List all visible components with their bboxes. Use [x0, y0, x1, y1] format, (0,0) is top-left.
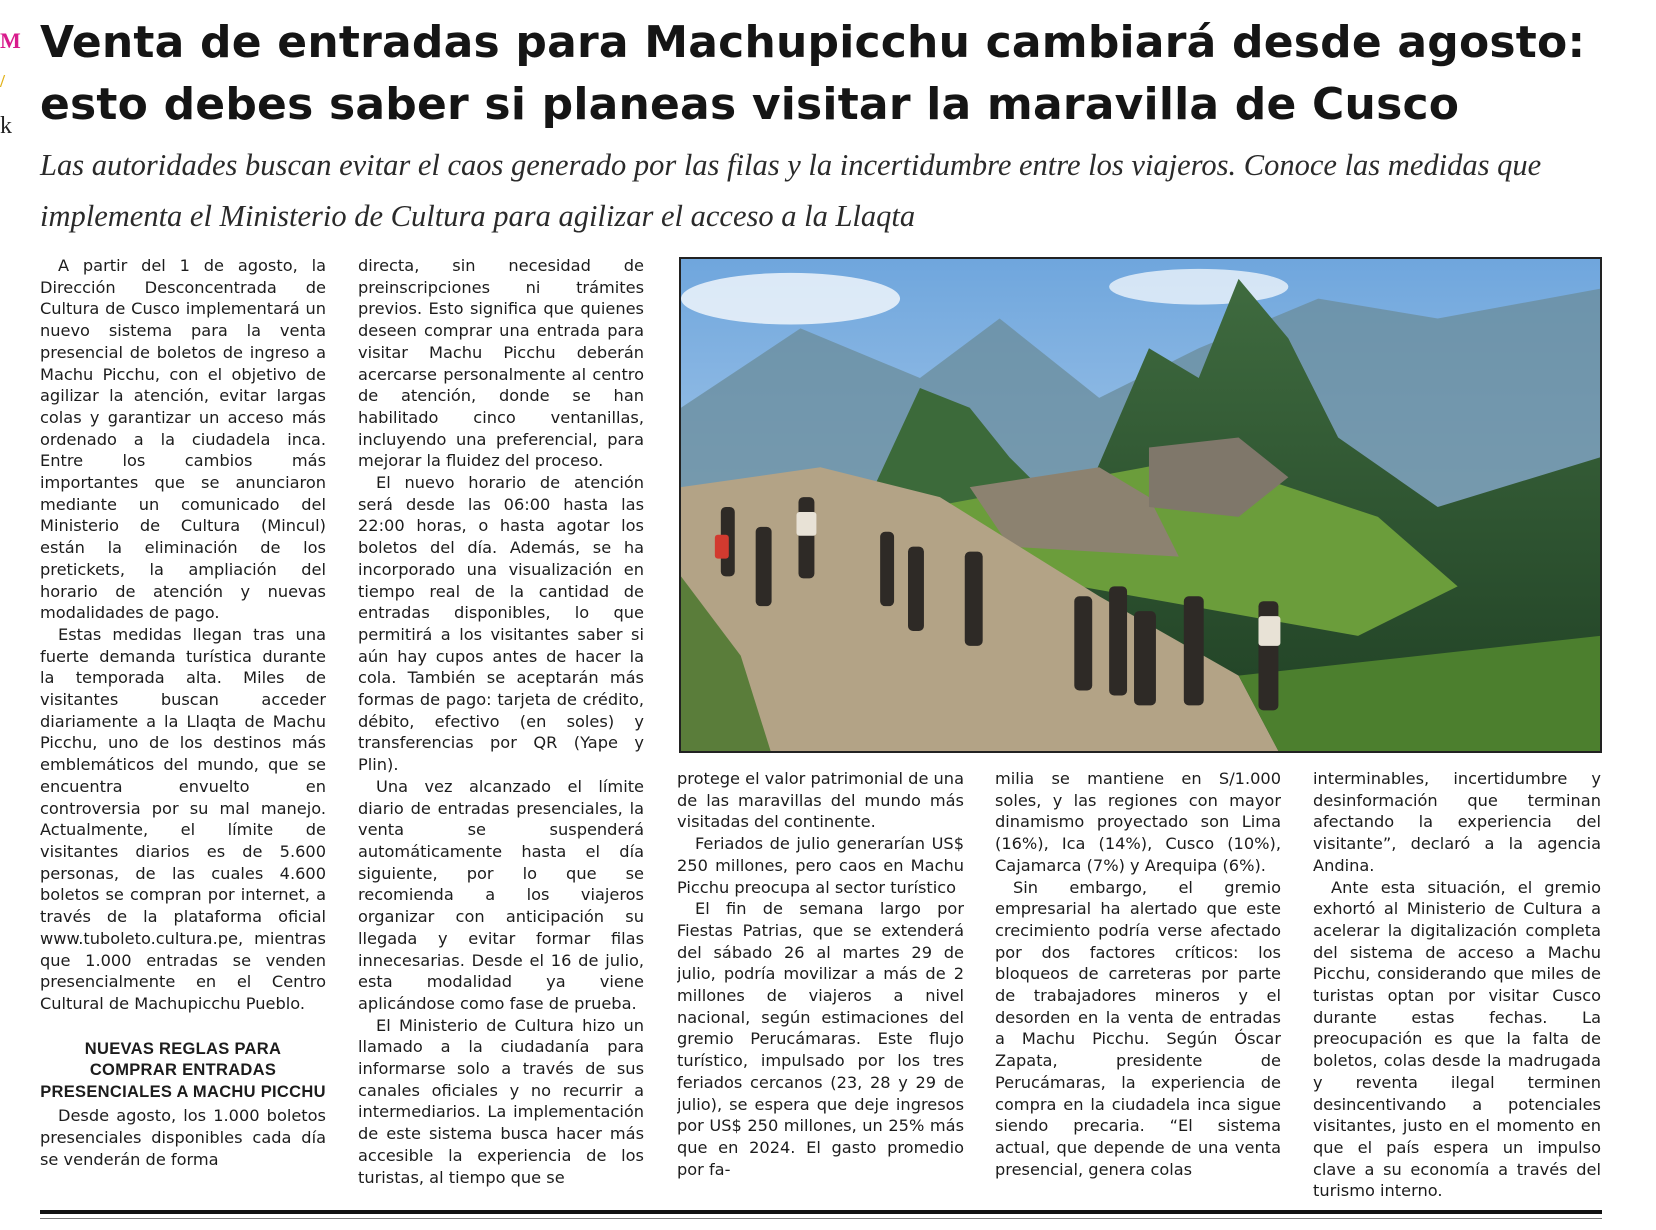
paragraph: El nuevo horario de atención será desde las 06:00 hasta las 22:00 horas, o hasta agotar los boletos del día. Además, se ha incorporado una visualización en tiempo real de la cantidad de entradas disponibles, lo que permitirá a los visitantes saber si aún hay cupos antes de hacer la cola. También se aceptarán más formas de pago: tarjeta de crédito, débito, efectivo (en soles) y transferencias por QR (Yape y Plin).	[358, 473, 644, 775]
paragraph: protege el valor patrimonial de una de las maravillas del mundo más visitadas del continente.	[677, 769, 964, 832]
page-bottom-line	[40, 1218, 1602, 1219]
paragraph: El fin de semana largo por Fiestas Patrias, que se extenderá del sábado 26 al martes 29 de julio, podría movilizar a más de 2 millones de viajeros a nivel nacional, según estimaciones del gremio Perucámaras. Este flujo turístico, impulsado por los tres feriados cercanos (23, 28 y 29 de julio), se espera que deje ingresos por US$ 250 millones, un 25% más que en 2024. El gasto promedio por fa-	[677, 899, 964, 1179]
article-column-5	[1313, 768, 1601, 1215]
cloud	[681, 273, 900, 325]
article-column-3	[677, 768, 964, 1215]
paragraph: Feriados de julio generarían US$ 250 millones, pero caos en Machu Picchu preocupa al sector turístico	[677, 834, 964, 897]
paragraph: Estas medidas llegan tras una fuerte demanda turística durante la temporada alta. Miles de visitantes buscan acceder diariamente a la Llaqta de Machu Picchu, uno de los destinos más emblemáticos del mundo, que se encuentra envuelto en controversia por su mal manejo. Actualmente, el límite de visitantes diarios es de 5.600 personas, de las cuales 4.600 boletos se compran por internet, a través de la plataforma oficial www.tuboleto.cultura.pe, mientras que 1.000 entradas se venden presencialmente en el Centro Cultural de Machupicchu Pueblo.	[40, 624, 326, 1013]
page-bottom-rule	[40, 1210, 1602, 1214]
margin-letter-slash: /	[0, 71, 6, 91]
section-subhead: NUEVAS REGLAS PARA COMPRAR ENTRADAS PRESENCIALES A MACHU PICCHU	[40, 1039, 326, 1101]
margin-letter-k: k	[0, 113, 12, 139]
tourist-jacket	[715, 535, 729, 559]
paragraph: El Ministerio de Cultura hizo un llamado a la ciudadanía para informarse solo a través de sus canales oficiales y no recurrir a intermediarios. La implementación de este sistema busca hacer más accesible la experiencia de los turistas, al tiempo que se	[358, 1015, 644, 1187]
paragraph: Una vez alcanzado el límite diario de entradas presenciales, la venta se suspenderá automáticamente hasta el día siguiente, por lo que se recomienda a los viajeros organizar con anticipación su llegada y evitar formar filas innecesarias. Desde el 16 de julio, esta modalidad ya viene aplicándose como fase de prueba.	[358, 776, 644, 1013]
article-column-4	[995, 768, 1281, 1215]
paragraph: milia se mantiene en S/1.000 soles, y las regiones con mayor dinamismo proyectado son Lima (16%), Ica (14%), Cusco (10%), Cajamarca (7%) y Arequipa (6%).	[995, 769, 1281, 875]
article-column-1	[40, 255, 326, 1215]
article-column-2	[358, 255, 644, 1215]
paragraph: Sin embargo, el gremio empresarial ha alertado que este crecimiento podría verse afectado por dos factores críticos: los bloqueos de carreteras por parte de trabajadores mineros y el desorden en la venta de entradas a Machu Picchu. Según Óscar Zapata, presidente de Perucámaras, la experiencia de compra en la ciudadela inca sigue siendo precaria. “El sistema actual, que depende de una venta presencial, genera colas	[995, 877, 1281, 1179]
landscape-illustration	[681, 259, 1600, 751]
paragraph: A partir del 1 de agosto, la Dirección Desconcentrada de Cultura de Cusco implementará un nuevo sistema para la venta presencial de boletos de ingreso a Machu Picchu, con el objetivo de agilizar la atención, evitar largas colas y garantizar un acceso más ordenado a la ciudadela inca. Entre los cambios más importantes que se anunciaron mediante un comunicado del Ministerio de Cultura (Mincul) están la eliminación de los pretickets, la ampliación del horario de atención y nuevas modalidades de pago.	[40, 256, 326, 623]
margin-letter-m: M	[0, 28, 21, 53]
headline: Venta de entradas para Machupicchu cambiará desde agosto: esto debes saber si planeas visitar la maravilla de Cusco	[40, 17, 1586, 130]
paragraph: directa, sin necesidad de preinscripciones ni trámites previos. Esto significa que quienes deseen comprar una entrada para visitar Machu Picchu deberán acercarse personalmente al centro de atención, donde se han habilitado cinco ventanillas, incluyendo una preferencial, para mejorar la fluidez del proceso.	[358, 256, 644, 471]
cloud	[1109, 269, 1288, 305]
paragraph: Ante esta situación, el gremio exhortó al Ministerio de Cultura a acelerar la digitalización completa del sistema de acceso a Machu Picchu, considerando que miles de turistas optan por visitar Cusco durante estas fechas. La preocupación es que la falta de boletos, colas desde la madrugada y reventa ilegal terminen desincentivando a potenciales visitantes, justo en el momento en que el país espera un impulso clave a su economía a través del turismo interno.	[1313, 877, 1601, 1201]
paragraph: Desde agosto, los 1.000 boletos presenciales disponibles cada día se venderán de forma	[40, 1106, 326, 1169]
machu-picchu-photo	[679, 257, 1602, 753]
paragraph: interminables, incertidumbre y desinformación que terminan afectando la experiencia del visitante”, declaró a la agencia Andina.	[1313, 769, 1601, 875]
deck-subtitle: Las autoridades buscan evitar el caos generado por las filas y la incertidumbre entre los viajeros. Conoce las medidas que implementa el Ministerio de Cultura para agilizar el acceso a la Llaqta	[40, 148, 1542, 233]
